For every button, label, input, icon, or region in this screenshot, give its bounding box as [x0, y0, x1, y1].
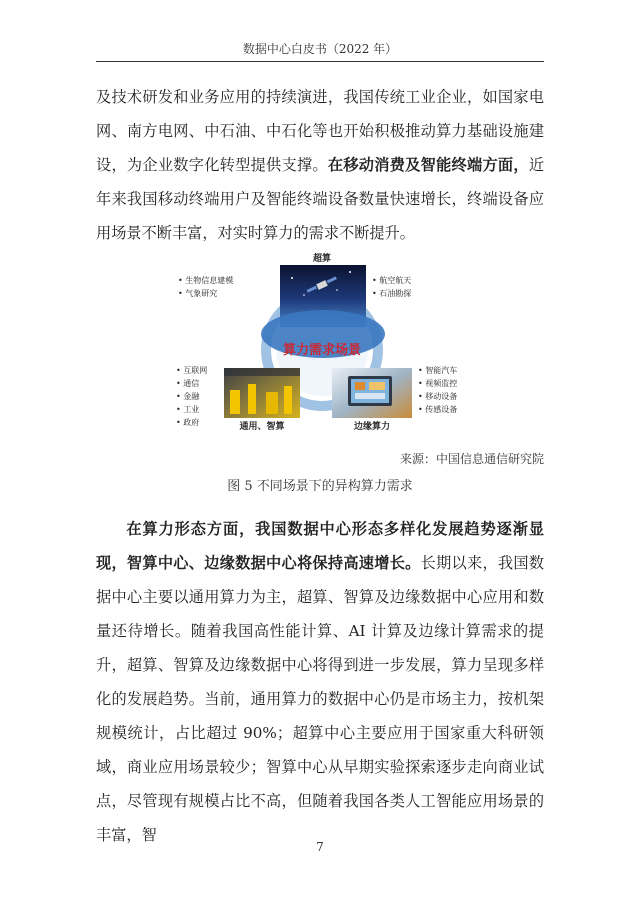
figure-caption: 图 5 不同场景下的异构算力需求: [227, 479, 413, 494]
figure-diagram: [172, 250, 468, 436]
edge-computing-image: [332, 368, 412, 418]
paragraph-1-bold: 在移动消费及智能终端方面，: [327, 156, 529, 174]
paragraph-2-text: 长期以来，我国数据中心主要以通用算力为主，超算、智算及边缘数据中心应用和数量还待增长。随着我国高性能计算、AI 计算及边缘计算需求的提升，超算、智算及边缘数据中心将得到进一步发展，算力呈现多样化的发展趋势。当前，通用算力的数据中心仍是市场主力，按机架规模统计，占比超过 90%；超算中心主要应用于国家重大科研领域，商业应用场景较少；智算中心从早期实验探索逐步走向商业试点，尽管现有规模占比不高，但随着我国各类人工智能应用场景的丰富，智: [96, 554, 545, 844]
bottom-right-item: 视频监控: [425, 379, 458, 388]
header-divider: [96, 61, 544, 62]
paragraph-1-text-a: 及技术研发和业务应用的持续演进，我国传统工业企业，如国家电网、南方电网、中石油、中石化等也开始积极推动算力基础设施建设，为企业数字化转型提供支撑。: [96, 88, 544, 174]
figure-source: 来源：中国信息通信研究院: [399, 452, 544, 466]
bottom-left-scenario-title: 通用、智算: [239, 422, 285, 432]
top-scenario-title: 超算: [312, 254, 332, 264]
center-label: 算力需求场景: [282, 343, 362, 358]
bottom-left-item: 工业: [183, 405, 200, 414]
bottom-right-item: 传感设备: [425, 405, 458, 414]
bottom-left-item: 金融: [183, 392, 200, 401]
top-left-item: 生物信息建模: [185, 276, 234, 285]
paragraph-2: [96, 512, 544, 852]
bottom-left-item: 通信: [183, 379, 200, 388]
paragraph-2-bold: 在算力形态方面，我国数据中心形态多样化发展趋势逐渐显现，智算中心、边缘数据中心将保持高速增长。: [96, 520, 544, 572]
paragraph-1-text-b: 近年来我国移动终端用户及智能终端设备数量快速增长，终端设备应用场景不断丰富，对实时算力的需求不断提升。: [96, 156, 545, 242]
bottom-right-scenario-title: 边缘算力: [353, 422, 391, 432]
paragraph-1: [96, 80, 544, 250]
bottom-right-item: 移动设备: [425, 392, 458, 401]
bottom-right-list: • 智能汽车 • 视频监控 • 移动设备 • 传感设备: [418, 366, 458, 414]
bottom-left-item: 互联网: [183, 366, 208, 375]
page-number: 7: [316, 840, 324, 854]
top-left-list: • 生物信息建模 • 气象研究: [178, 276, 234, 298]
top-left-item: 气象研究: [185, 289, 218, 298]
figure-compute-scenarios: [172, 250, 468, 436]
bottom-left-item: 政府: [183, 418, 200, 427]
top-right-list: • 航空航天 • 石油勘探: [372, 276, 412, 298]
top-right-item: 航空航天: [379, 276, 412, 285]
general-intelligent-image: [224, 368, 300, 418]
bottom-left-list: • 互联网 • 通信 • 金融 • 工业 • 政府: [176, 366, 208, 427]
top-right-item: 石油勘探: [379, 289, 412, 298]
bottom-right-item: 智能汽车: [425, 366, 458, 375]
running-header: 数据中心白皮书（2022 年）: [242, 42, 398, 56]
